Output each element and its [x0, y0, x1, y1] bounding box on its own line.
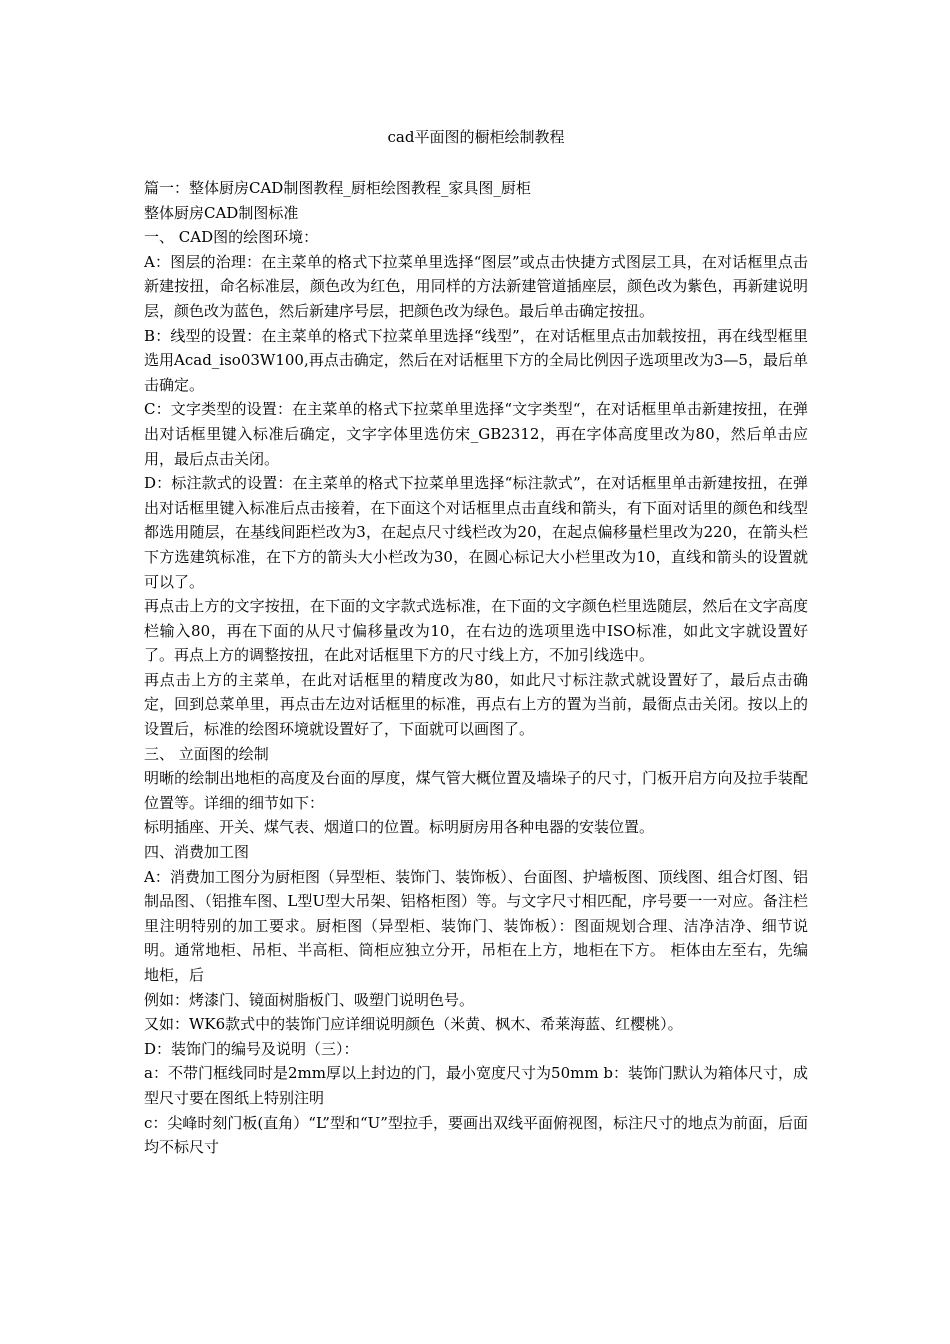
paragraph: 标明插座、开关、煤气表、烟道口的位置。标明厨房用各种电器的安装位置。	[144, 818, 655, 837]
paragraph: D：装饰门的编号及说明（三）：	[144, 1039, 359, 1058]
paragraph: 再点击上方的主菜单，在此对话框里的精度改为80，如此尺寸标注款式就设置好了，最后点击确定，回到总菜单里，再点击左边对话框里的标准，再点右上方的置为当前，最衙点击关闭。按以上的设置后，标准的绘图环境就设置好了，下面就可以画图了。	[144, 670, 808, 739]
paragraph: 又如：WK6款式中的装饰门应详细说明颜色（米黄、枫木、希莱海蓝、红樱桃）。	[144, 1015, 683, 1034]
paragraph: 一、 CAD图的绘图环境：	[144, 228, 319, 247]
paragraph: c：尖峰时刻门板(直角）“L”型和“U”型拉手，要画出双线平面俯视图，标注尺寸的地点为前面，后面均不标尺寸	[144, 1113, 808, 1157]
paragraph: 明晰的绘制出地柜的高度及台面的厚度，煤气管大概位置及墙垛子的尺寸，门板开启方向及拉手装配位置等。详细的细节如下：	[144, 769, 808, 812]
section-heading: 三、 立面图的绘制	[144, 744, 269, 763]
paragraph: A：消费加工图分为厨柜图（异型柜、装饰门、装饰板）、台面图、护墙板图、顶线图、组合灯图、铝制品图、（铝推车图、L型U型大吊架、铝格柜图）等。与文字尺寸相匹配，序号要一一对应。备注栏里注明特别的加工要求。厨柜图（异型柜、装饰门、装饰板）：图面规划合理、洁净洁净、细节说明。通常地柜、吊柜、半高柜、筒柜应独立分开，吊柜在上方，地柜在下方。 柜体由左至右，先编地柜，后	[144, 867, 808, 984]
paragraph: D：标注款式的设置：在主菜单的格式下拉菜单里选择“标注款式”，在对话框里单击新建按扭，在弹出对话框里键入标准后点击接着，在下面这个对话框里点击直线和箭头，有下面对话里的颜色和线型都选用随层，在基线间距栏改为3，在起点尺寸线栏改为20，在起点偏移量栏里改为220，在箭头栏下方选建筑标准，在下方的箭头大小栏改为30，在圆心标记大小栏里改为10，直线和箭头的设置就可以了。	[144, 474, 808, 591]
document-title: cad平面图的橱柜绘制教程	[387, 128, 565, 146]
paragraph: 例如：烤漆门、镜面树脂板门、吸塑门说明色号。	[144, 990, 475, 1009]
paragraph: C：文字类型的设置：在主菜单的格式下拉菜单里选择“文字类型“，在对话框里单击新建按扭，在弹出对话框里键入标准后确定，文字字体里选仿宋_GB2312，再在字体高度里改为80，然后单击应用，最后点击关闭。	[144, 400, 808, 468]
section-heading: 四、消费加工图	[144, 843, 250, 862]
paragraph: B：线型的设置：在主菜单的格式下拉菜单里选择“线型”，在对话框里点击加载按扭，再在线型框里选用Acad_iso03W100,再点击确定，然后在对话框里下方的全局比例因子选项里改为3—5，最后单击确定。	[144, 326, 808, 394]
paragraph: a：不带门框线同时是2mm厚以上封边的门，最小宽度尺寸为50mm b：装饰门默认为箱体尺寸，成型尺寸要在图纸上特别注明	[144, 1064, 808, 1107]
paragraph: A：图层的治理：在主菜单的格式下拉菜单里选择“图层”或点击快捷方式图层工具，在对话框里点击新建按扭，命名标准层，颜色改为红色，用同样的方法新建管道插座层，颜色改为紫色，再新建说明层，颜色改为蓝色，然后新建序号层，把颜色改为绿色。最后单击确定按扭。	[144, 252, 808, 320]
paragraph: 整体厨房CAD制图标准	[144, 203, 299, 222]
document-body	[144, 176, 808, 1160]
paragraph: 篇一：整体厨房CAD制图教程_厨柜绘图教程_家具图_厨柜	[144, 179, 531, 197]
paragraph: 再点击上方的文字按扭，在下面的文字款式选标准，在下面的文字颜色栏里选随层，然后在文字高度栏输入80，再在下面的从尺寸偏移量改为10，在右边的选项里选中ISO标准，如此文字就设置好了。再点上方的调整按扭，在此对话框里下方的尺寸线上方，不加引线选中。	[144, 597, 808, 665]
